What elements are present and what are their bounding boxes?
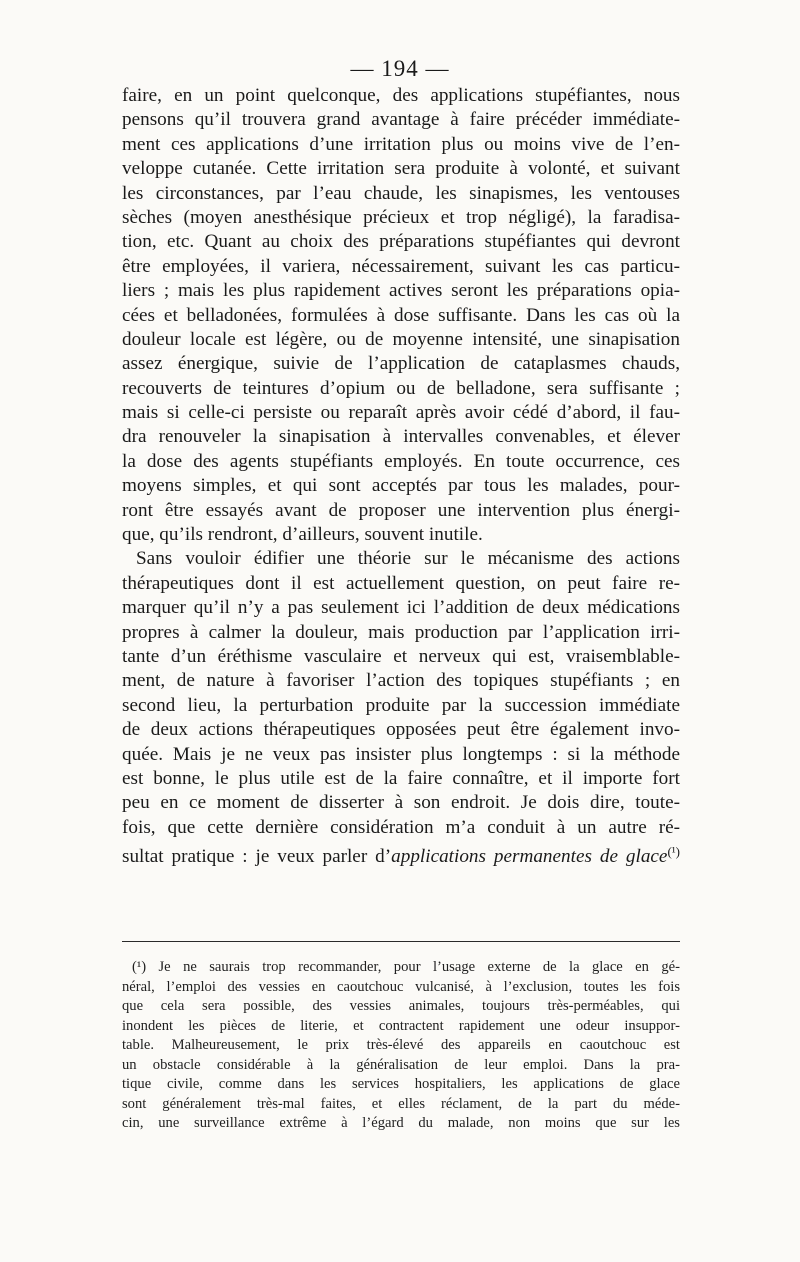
text-line: la dose des agents stupéfiants employés. En toute occurrence, ces <box>122 450 680 472</box>
text-line: assez énergique, suivie de l’application de cataplasmes chauds, <box>122 353 680 375</box>
footnote-line: table. Malheureusement, le prix très-élevé des appareils en caoutchouc est <box>122 1037 680 1053</box>
text-line: ment ces applications d’une irritation plus ou moins vive de l’en- <box>122 133 680 155</box>
footnote-line: cin, une surveillance extrême à l’égard du malade, non moins que sur les <box>122 1115 680 1131</box>
text-line: est bonne, le plus utile est de la faire connaître, et il importe fort <box>122 767 680 789</box>
text-line: thérapeutiques dont il est actuellement question, on peut faire re- <box>122 572 680 594</box>
text-line: faire, en un point quelconque, des applications stupéfiantes, nous <box>122 85 680 106</box>
footnote-block <box>122 958 680 1134</box>
text-line: liers ; mais les plus rapidement actives seront les préparations opia- <box>122 280 680 302</box>
footnote-line: que cela sera possible, des vessies animales, toujours très-perméables, qui <box>122 998 680 1014</box>
footnote-line: tique civile, comme dans les services hospitaliers, les applications de glace <box>122 1076 680 1092</box>
text-line: de deux actions thérapeutiques opposées peut être également invo- <box>122 719 680 741</box>
footnote-line: néral, l’emploi des vessies en caoutchouc vulcanisé, à l’exclusion, toutes les fois <box>122 978 680 995</box>
text-line: mais si celle-ci persiste ou reparaît après avoir cédé d’abord, il fau- <box>122 402 680 424</box>
text-line: quée. Mais je ne veux pas insister plus longtemps : si la méthode <box>122 743 680 765</box>
text-line: tante d’un éréthisme vasculaire et nerveux qui est, vraisemblable- <box>122 645 680 667</box>
page-number: — 194 — <box>350 56 450 81</box>
last-line-text: sultat pratique : je veux parler d’ <box>122 846 392 868</box>
text-line: second lieu, la perturbation produite par la succession immédiate <box>122 694 680 716</box>
text-line: tion, etc. Quant au choix des préparations stupéfiantes qui devront <box>122 231 680 253</box>
footnote-line: (¹) Je ne saurais trop recommander, pour l’usage externe de la glace en gé- <box>132 959 680 975</box>
text-line: moyens simples, et qui sont acceptés par tous les malades, pour- <box>122 475 680 497</box>
footnote-separator <box>122 941 680 942</box>
paragraph-start-line: Sans vouloir édifier une théorie sur le mécanisme des actions <box>136 548 680 570</box>
text-line: dra renouveler la sinapisation à intervalles convenables, et élever <box>122 426 680 448</box>
emphasis-text: applications permanentes de glace <box>391 846 668 868</box>
text-line: que, qu’ils rendront, d’ailleurs, souvent inutile. <box>122 524 483 546</box>
footnote-line: un obstacle considérable à la généralisation de leur emploi. Dans la pra- <box>122 1056 680 1073</box>
text-line: propres à calmer la douleur, mais production par l’application irri- <box>122 621 680 643</box>
text-line: ment, de nature à favoriser l’action des topiques stupéfiants ; en <box>122 670 680 692</box>
text-line: recouverts de teintures d’opium ou de belladone, sera suffisante ; <box>122 377 680 399</box>
text-line: pensons qu’il trouvera grand avantage à faire précéder immédiate- <box>122 109 680 131</box>
text-line: sèches (moyen anesthésique précieux et trop négligé), la faradisa- <box>122 206 680 228</box>
text-line: marquer qu’il n’y a pas seulement ici l’addition de deux médications <box>122 597 680 619</box>
text-line: cées et belladonées, formulées à dose suffisante. Dans les cas où la <box>122 304 680 326</box>
text-line: veloppe cutanée. Cette irritation sera produite à volonté, et suivant <box>122 158 680 180</box>
last-text-line <box>122 840 681 868</box>
text-line: être employées, il variera, nécessairement, suivant les cas particu- <box>122 255 680 277</box>
body-text <box>122 84 681 868</box>
text-line: ront être essayés avant de proposer une intervention plus énergi- <box>122 499 680 521</box>
text-line: les circonstances, par l’eau chaude, les sinapismes, les ventouses <box>122 182 680 204</box>
text-line: peu en ce moment de disserter à son endroit. Je dois dire, toute- <box>122 792 680 814</box>
footnote-line: inondent les pièces de literie, et contractent rapidement une odeur insuppor- <box>122 1017 680 1034</box>
text-line: fois, que cette dernière considération m’a conduit à un autre ré- <box>122 816 680 838</box>
footnote-reference: (¹) <box>667 844 681 860</box>
footnote-line: sont généralement très-mal faites, et elles réclament, de la part du méde- <box>122 1095 680 1112</box>
text-line: douleur locale est légère, ou de moyenne intensité, une sinapisation <box>122 328 680 350</box>
